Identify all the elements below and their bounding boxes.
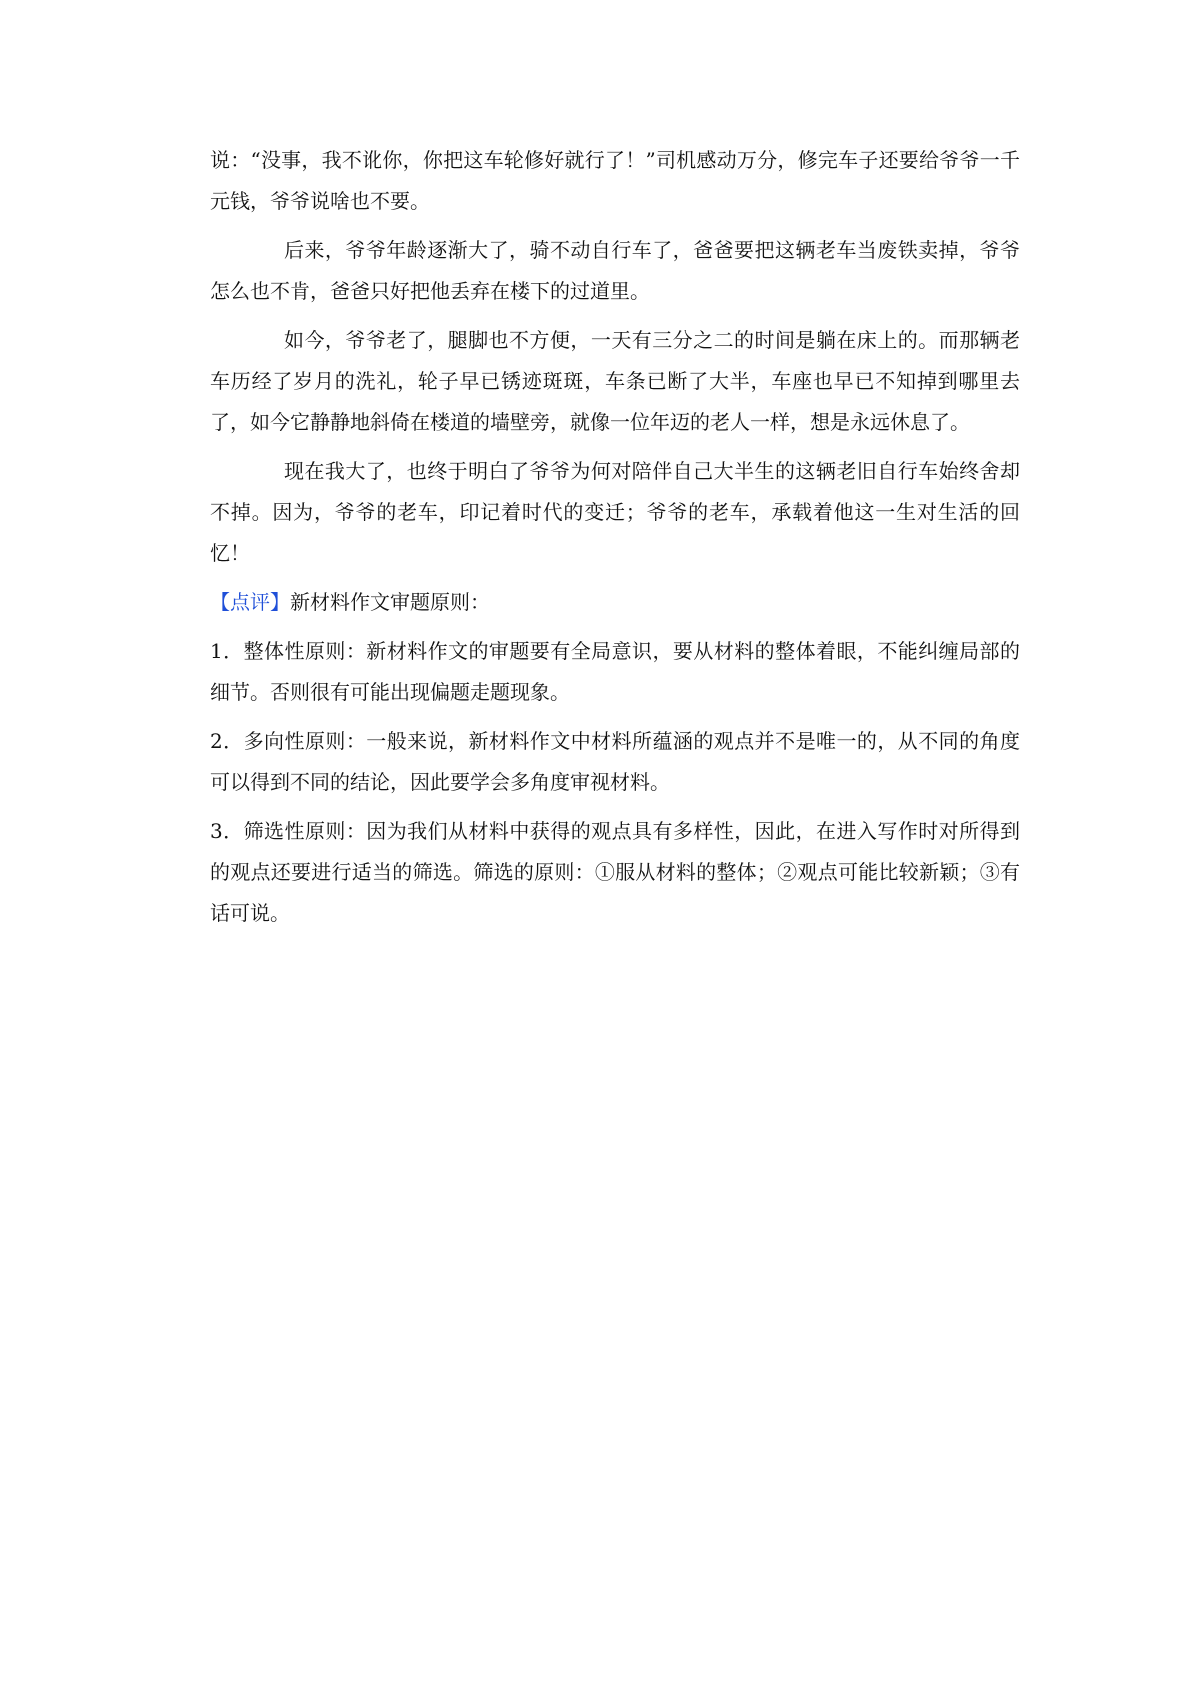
story-paragraph-continued: 说：“没事，我不讹你，你把这车轮修好就行了！”司机感动万分，修完车子还要给爷爷一千元钱，爷爷说啥也不要。 [210,148,1020,213]
comment-heading [210,582,1020,623]
story-paragraph: 如今，爷爷老了，腿脚也不方便，一天有三分之二的时间是躺在床上的。而那辆老车历经了岁月的洗礼，轮子早已锈迹斑斑，车条已断了大半，车座也早已不知掉到哪里去了，如今它静静地斜倚在楼道的墙壁旁，就像一位年迈的老人一样，想是永远休息了。 [210,328,1020,434]
principle-item: 1．整体性原则：新材料作文的审题要有全局意识，要从材料的整体着眼，不能纠缠局部的细节。否则很有可能出现偏题走题现象。 [210,639,1020,704]
story-paragraph: 后来，爷爷年龄逐渐大了，骑不动自行车了，爸爸要把这辆老车当废铁卖掉，爷爷怎么也不肯，爸爸只好把他丢弃在楼下的过道里。 [210,238,1020,303]
comment-tag: 【点评】 [210,590,290,614]
story-paragraph: 现在我大了，也终于明白了爷爷为何对陪伴自己大半生的这辆老旧自行车始终舍却不掉。因为，爷爷的老车，印记着时代的变迁；爷爷的老车，承载着他这一生对生活的回忆！ [210,459,1020,565]
principle-item: 2．多向性原则：一般来说，新材料作文中材料所蕴涵的观点并不是唯一的，从不同的角度可以得到不同的结论，因此要学会多角度审视材料。 [210,729,1020,794]
principle-item: 3．筛选性原则：因为我们从材料中获得的观点具有多样性，因此，在进入写作时对所得到的观点还要进行适当的筛选。筛选的原则：①服从材料的整体；②观点可能比较新颖；③有话可说。 [210,819,1020,925]
comment-heading-text: 新材料作文审题原则： [290,590,490,614]
document-page [210,140,1020,942]
